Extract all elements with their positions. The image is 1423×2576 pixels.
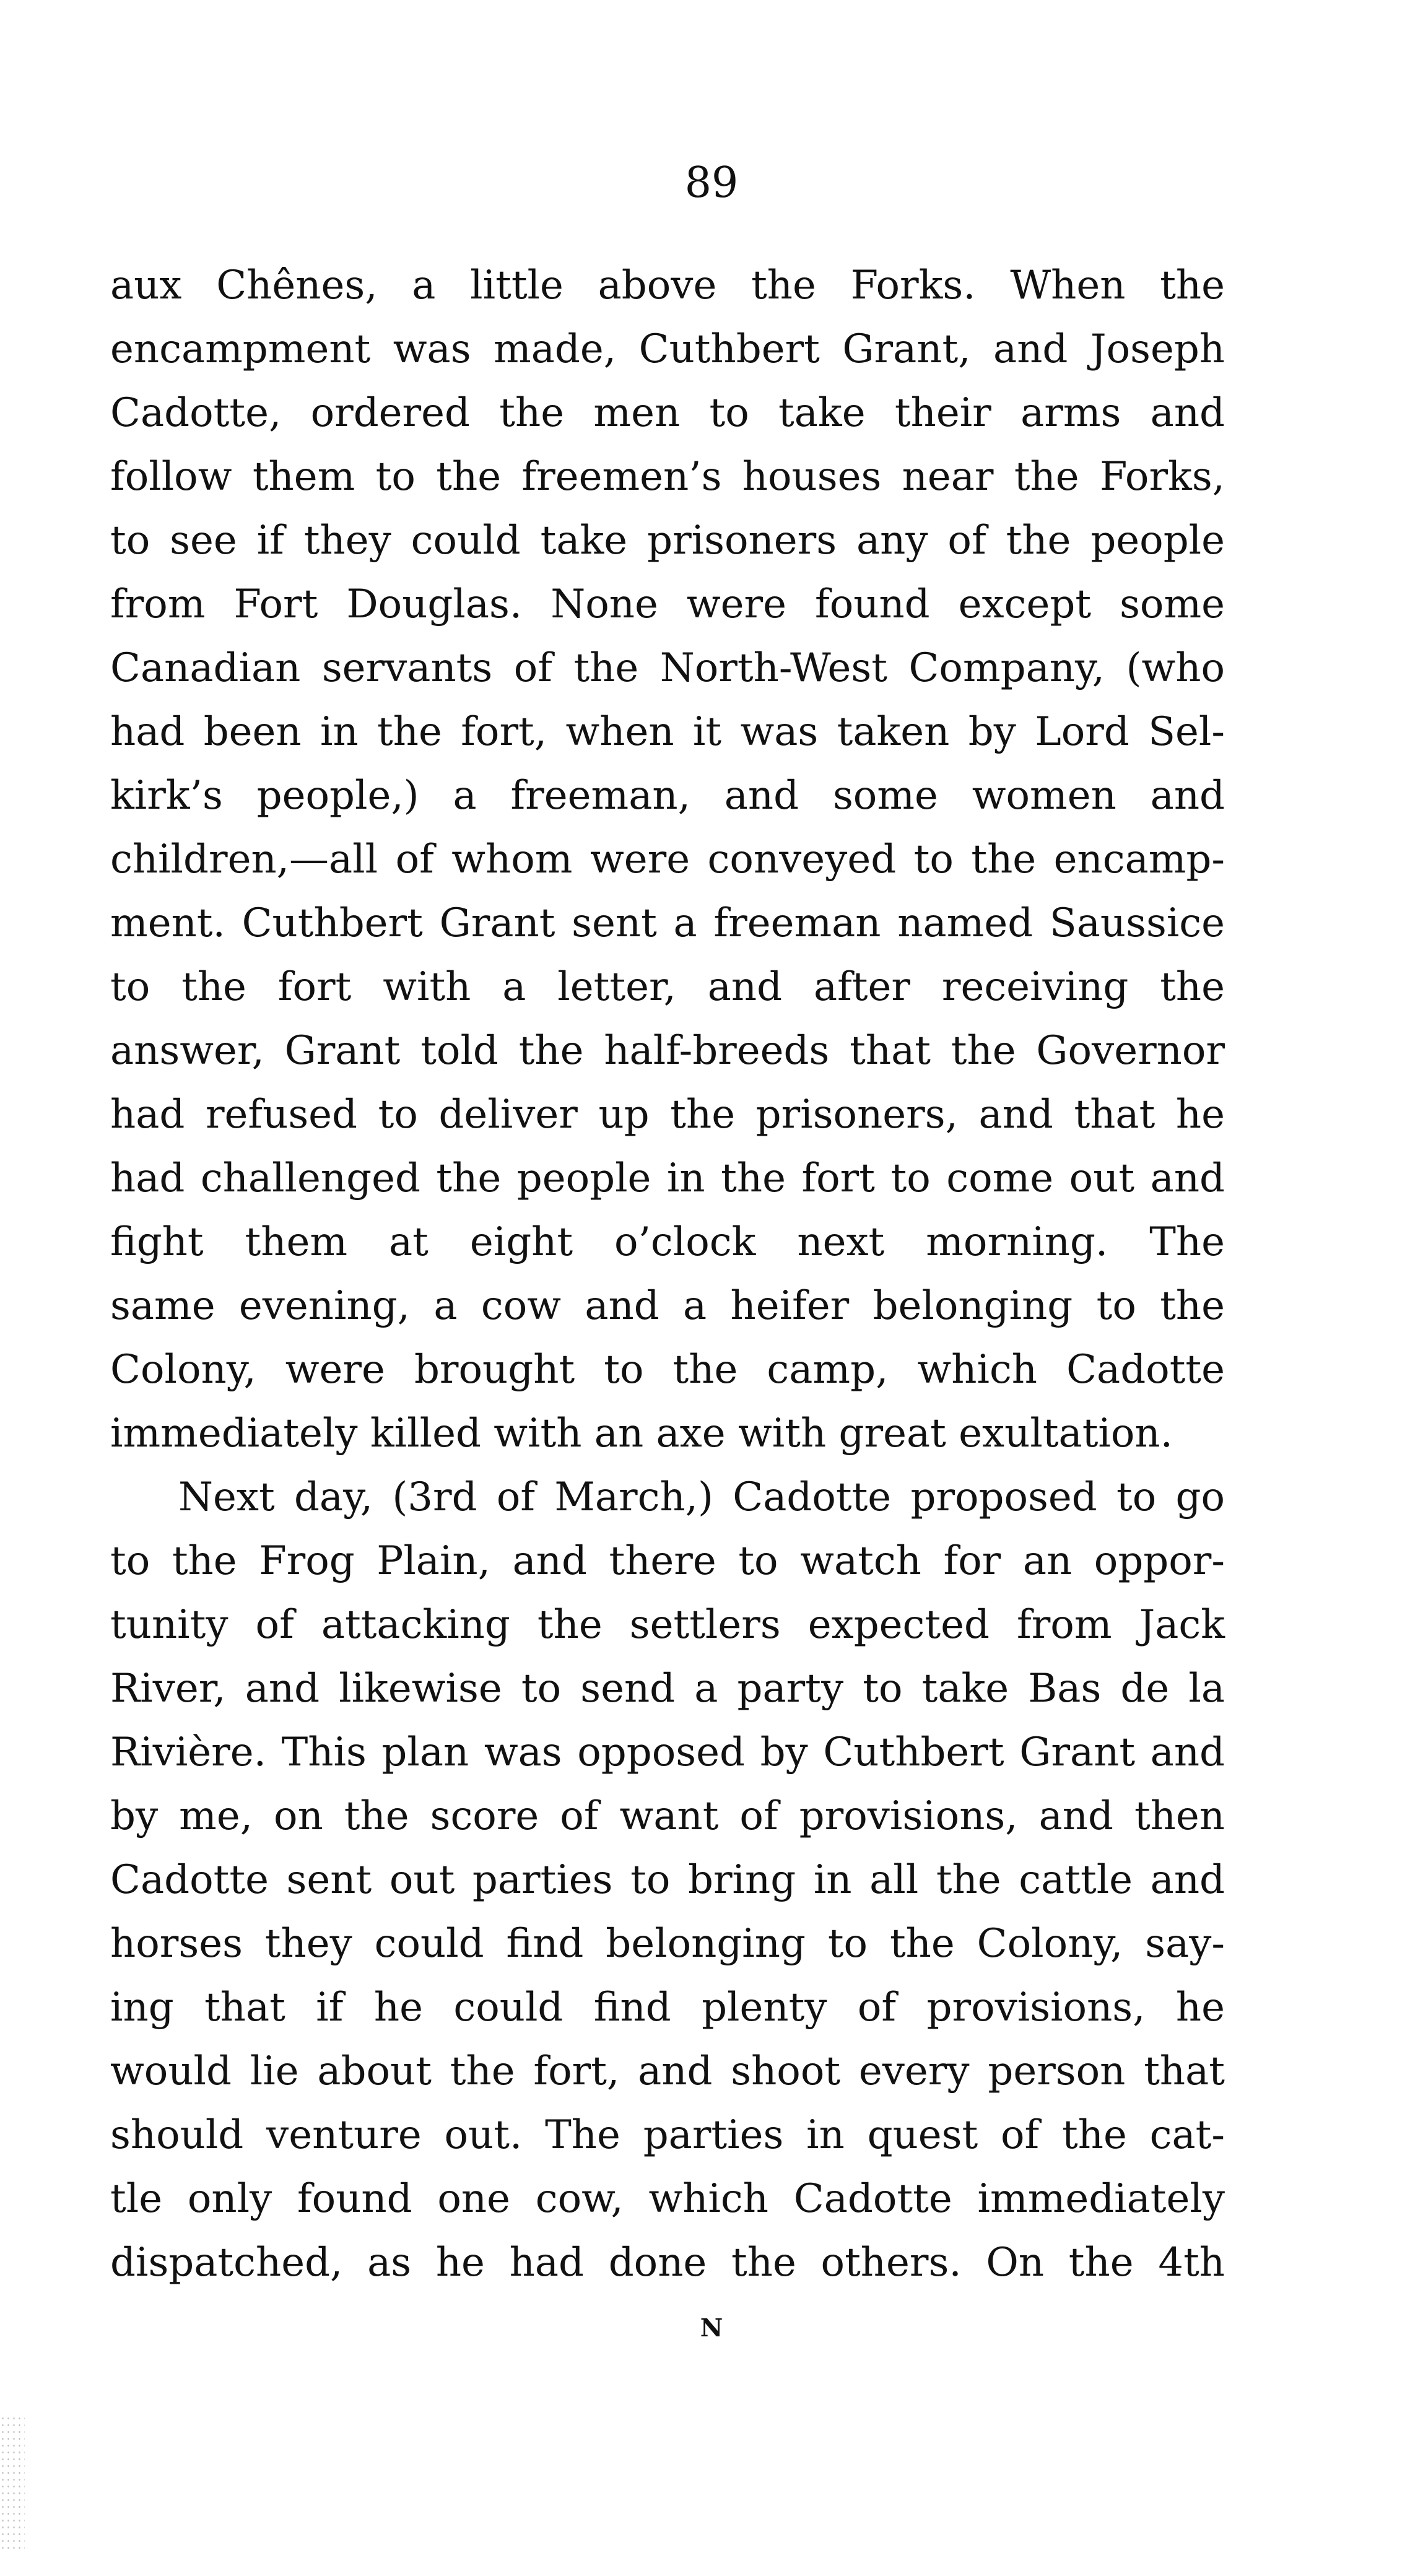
text-line: had refused to deliver up the prisoners, and that he (110, 1092, 1225, 1138)
text-line: Rivière. This plan was opposed by Cuthbert Grant and (110, 1730, 1225, 1775)
text-line: had challenged the people in the fort to come out and (110, 1155, 1225, 1201)
text-line: Canadian servants of the North-West Company, (who (110, 645, 1225, 691)
text-line: tunity of attacking the settlers expected from Jack (110, 1602, 1225, 1648)
text-line: Cadotte sent out parties to bring in all the cattle and (110, 1857, 1225, 1903)
text-line: to the fort with a letter, and after receiving the (110, 964, 1225, 1010)
text-line: would lie about the fort, and shoot every person that (110, 2048, 1225, 2094)
text-line: dispatched, as he had done the others. On the 4th (110, 2240, 1225, 2286)
signature-mark: N (700, 2313, 723, 2343)
text-line: ing that if he could find plenty of provisions, he (110, 1985, 1225, 2030)
text-line: kirk’s people,) a freeman, and some women and (110, 773, 1225, 819)
text-line: answer, Grant told the half-breeds that the Governor (110, 1028, 1225, 1074)
text-line: by me, on the score of want of provisions, and then (110, 1793, 1225, 1839)
text-line: children,—all of whom were conveyed to the encamp- (110, 837, 1225, 882)
text-line: ment. Cuthbert Grant sent a freeman named Saussice (110, 900, 1225, 946)
text-line: aux Chênes, a little above the Forks. When the (110, 263, 1225, 308)
text-line: to the Frog Plain, and there to watch for an oppor- (110, 1538, 1225, 1584)
paper-speckle (0, 2415, 25, 2551)
text-line: Cadotte, ordered the men to take their arms and (110, 390, 1225, 436)
text-line: River, and likewise to send a party to take Bas de la (110, 1666, 1225, 1712)
text-line: should venture out. The parties in quest of the cat- (110, 2112, 1225, 2158)
paragraph-1 (110, 254, 1225, 1466)
text-line: tle only found one cow, which Cadotte immediately (110, 2176, 1225, 2222)
text-line: Colony, were brought to the camp, which Cadotte (110, 1347, 1225, 1393)
text-line: horses they could find belonging to the Colony, say- (110, 1921, 1225, 1967)
page-number: 89 (684, 159, 739, 207)
text-line: same evening, a cow and a heifer belonging to the (110, 1283, 1225, 1329)
text-line: to see if they could take prisoners any of the people (110, 518, 1225, 564)
paragraph-2 (110, 1466, 1225, 2295)
text-line: encampment was made, Cuthbert Grant, and Joseph (110, 326, 1225, 372)
text-line: had been in the fort, when it was taken by Lord Sel- (110, 709, 1225, 755)
text-line: from Fort Douglas. None were found except some (110, 581, 1225, 627)
text-line: follow them to the freemen’s houses near the Forks, (110, 454, 1225, 500)
body-text (110, 254, 1225, 2295)
text-line: fight them at eight o’clock next morning. The (110, 1219, 1225, 1265)
text-line: Next day, (3rd of March,) Cadotte proposed to go (178, 1474, 1225, 1520)
text-line: immediately killed with an axe with great exultation. (110, 1411, 1173, 1456)
